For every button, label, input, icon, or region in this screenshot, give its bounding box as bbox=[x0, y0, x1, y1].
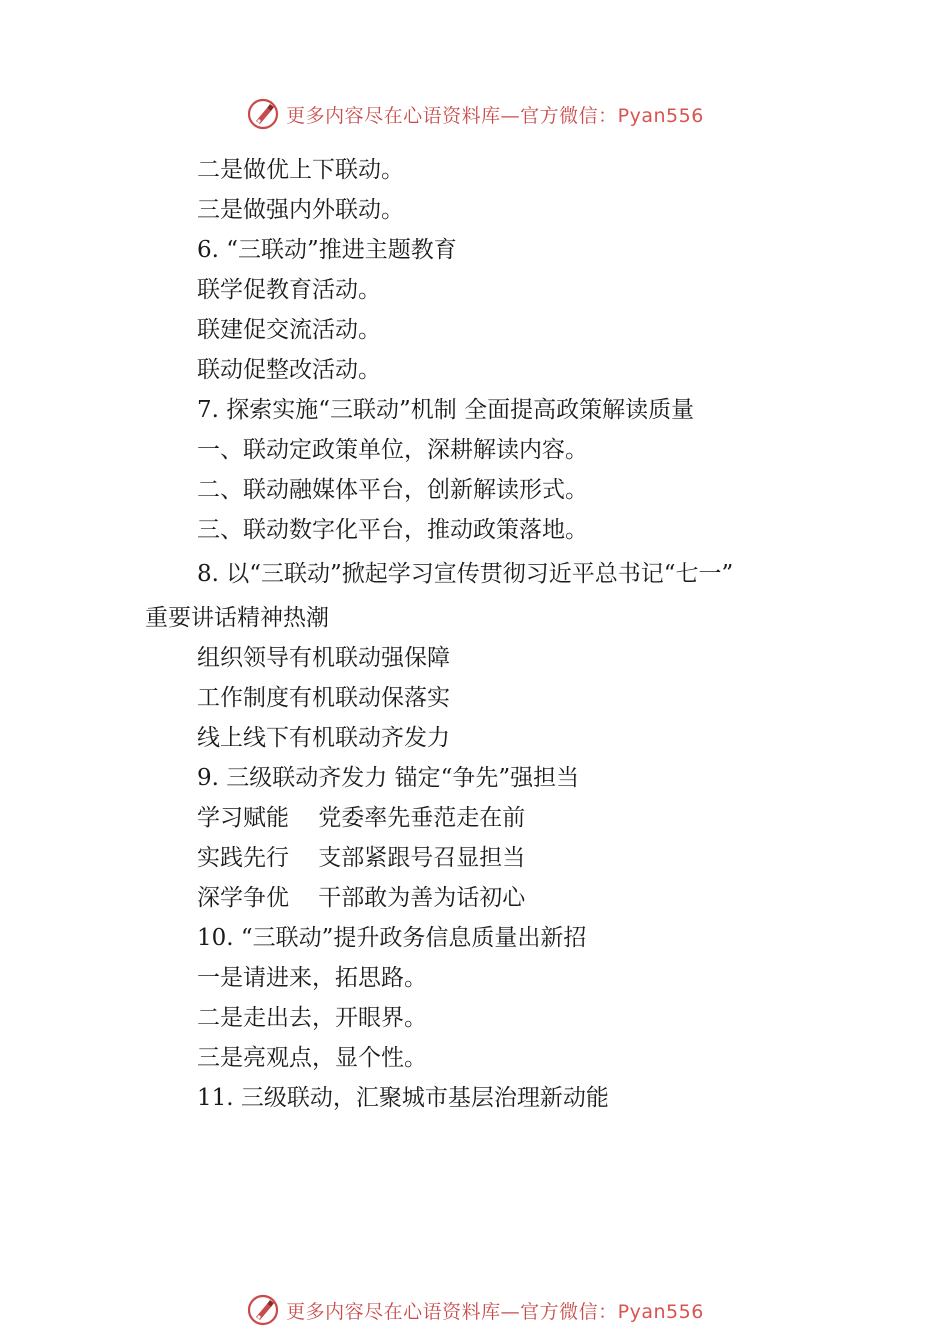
body-line: 联建促交流活动。 bbox=[197, 317, 381, 343]
body-line: 深学争优 干部敢为善为话初心 bbox=[197, 885, 526, 911]
body-line: 联学促教育活动。 bbox=[197, 277, 381, 303]
body-line: 实践先行 支部紧跟号召显担当 bbox=[197, 845, 526, 871]
body-line: 二是做优上下联动。 bbox=[197, 157, 404, 183]
section-heading-continued: 重要讲话精神热潮 bbox=[145, 605, 329, 631]
section-heading: 9. 三级联动齐发力 锚定“争先”强担当 bbox=[197, 765, 580, 791]
body-line: 二是走出去，开眼界。 bbox=[197, 1005, 427, 1031]
section-heading: 10. “三联动”提升政务信息质量出新招 bbox=[197, 925, 587, 951]
watermark-text: 更多内容尽在心语资料库—官方微信： bbox=[286, 1300, 618, 1323]
header-watermark bbox=[0, 94, 950, 134]
body-line: 一是请进来，拓思路。 bbox=[197, 965, 427, 991]
watermark-text: 更多内容尽在心语资料库—官方微信： bbox=[286, 104, 618, 127]
body-line: 三是做强内外联动。 bbox=[197, 197, 404, 223]
body-line: 线上线下有机联动齐发力 bbox=[197, 725, 450, 751]
section-heading: 7. 探索实施“三联动”机制 全面提高政策解读质量 bbox=[197, 397, 695, 423]
pen-nib-logo-icon bbox=[246, 1293, 280, 1327]
body-line: 二、联动融媒体平台，创新解读形式。 bbox=[197, 477, 588, 503]
body-line: 组织领导有机联动强保障 bbox=[197, 645, 450, 671]
body-line: 三、联动数字化平台，推动政策落地。 bbox=[197, 517, 588, 543]
body-line: 一、联动定政策单位，深耕解读内容。 bbox=[197, 437, 588, 463]
footer-watermark bbox=[0, 1290, 950, 1330]
section-heading: 8. 以“三联动”掀起学习宣传贯彻习近平总书记“七一” bbox=[197, 561, 734, 587]
wechat-id: Pyan556 bbox=[617, 1300, 704, 1323]
document-body bbox=[145, 150, 825, 1118]
section-heading: 11. 三级联动，汇聚城市基层治理新动能 bbox=[197, 1085, 609, 1111]
body-line: 学习赋能 党委率先垂范走在前 bbox=[197, 805, 526, 831]
pen-nib-logo-icon bbox=[246, 97, 280, 131]
body-line: 三是亮观点，显个性。 bbox=[197, 1045, 427, 1071]
section-heading: 6. “三联动”推进主题教育 bbox=[197, 237, 457, 263]
body-line: 联动促整改活动。 bbox=[197, 357, 381, 383]
body-line: 工作制度有机联动保落实 bbox=[197, 685, 450, 711]
wechat-id: Pyan556 bbox=[617, 104, 704, 127]
